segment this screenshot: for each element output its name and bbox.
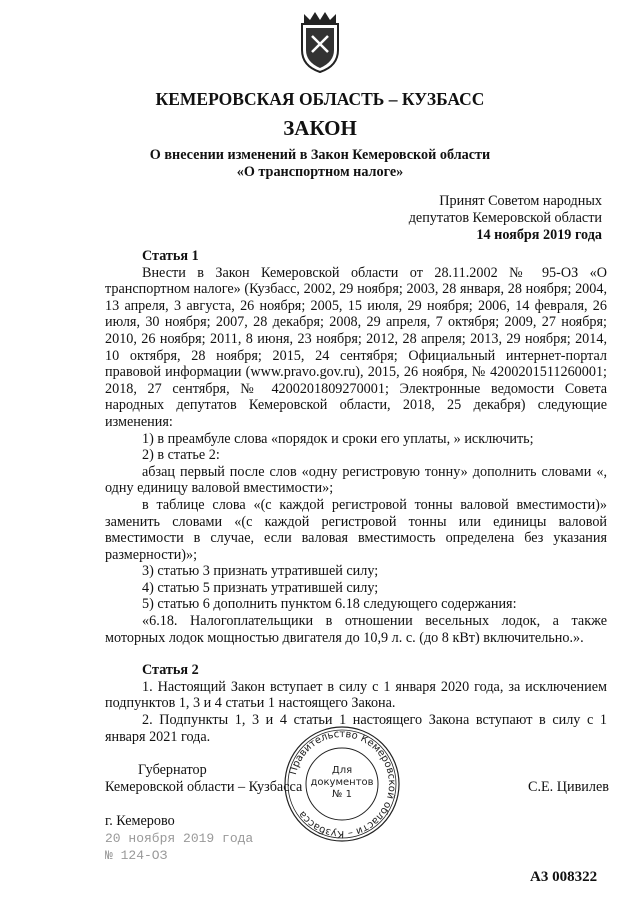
article1-item: 3) статью 3 признать утратившей силу; xyxy=(142,563,379,580)
law-number: № 124-ОЗ xyxy=(105,848,168,863)
adopted-date: 14 ноября 2019 года xyxy=(476,227,602,243)
signatory-name: С.Е. Цивилев xyxy=(528,779,609,795)
sign-date: 20 ноября 2019 года xyxy=(105,831,254,846)
article1-item: абзац первый после слов «одну регистровую тонну» дополнить словами «, одну единицу валовой вместимости»; xyxy=(105,463,607,497)
article1-item: 4) статью 5 признать утратившей силу; xyxy=(142,579,379,596)
official-seal xyxy=(283,725,401,843)
adopted-line1: Принят Советом народных xyxy=(439,193,602,209)
article2-item: 1. Настоящий Закон вступает в силу с 1 января 2020 года, за исключением подпунктов 1, 3 и 4 статьи 1 настоящего Закона. xyxy=(105,678,607,712)
seal-ring-text: Правительство Кемеровской области – Кузбасса xyxy=(287,728,398,840)
seal-line1: Для xyxy=(331,765,353,776)
place: г. Кемерово xyxy=(105,813,175,829)
law-title-line1: О внесении изменений в Закон Кемеровской области xyxy=(149,147,491,163)
seal-line3: № 1 xyxy=(332,789,352,800)
article1-item: «6.18. Налогоплательщики в отношении весельных лодок, а также моторных лодок мощностью двигателя до 10,9 л. с. (до 8 кВт) включительно.». xyxy=(105,613,607,646)
article1-intro: Внести в Закон Кемеровской области от 28.11.2002 № 95-ОЗ «О транспортном налоге» (Кузбасс, 2002, 29 ноября; 2003, 28 января, 28 ноября; 2004, 13 апреля, 3 августа, 26 ноября; 2005, 15 июля, 29 ноября; 2006, 14 февраля, 26 июля, 30 ноября; 2007, 28 декабря; 2008, 29 апреля, 7 октября; 2009, 27 ноября; 2010, 26 ноября; 2011, 8 июня, 23 ноября; 2012, 28 апреля; 2013, 29 ноября; 2014, 10 октября, 28 ноября; 2015, 24 сентября; Официальный интернет-портал правовой информации (www.pravo.gov.ru), 2015, 26 ноября, № 4200201511260001; 2018, 27 сентября, № 4200201809270001; Электронные ведомости Совета народных депутатов Кемеровской области, 2018, 25 декабря) следующие изменения: xyxy=(105,264,607,430)
article2-item: 2. Подпункты 1, 3 и 4 статьи 1 настоящего Закона вступают в силу с 1 января 2021 года. xyxy=(105,712,607,745)
article1-item: 5) статью 6 дополнить пунктом 6.18 следующего содержания: xyxy=(142,596,517,613)
article1-item: 1) в преамбуле слова «порядок и сроки его уплаты, » исключить; xyxy=(142,430,534,447)
coat-of-arms-emblem xyxy=(296,10,344,74)
seal-line2: документов xyxy=(310,777,374,788)
signature-position-line1: Губернатор xyxy=(138,762,207,778)
law-body xyxy=(105,248,607,745)
article1-item: 2) в статье 2: xyxy=(142,447,220,464)
signature-position-line2: Кемеровской области – Кузбасса xyxy=(105,779,303,795)
adoption-block xyxy=(380,193,602,244)
article2-heading: Статья 2 xyxy=(142,662,199,679)
document-type: ЗАКОН xyxy=(283,116,357,140)
adopted-line2: депутатов Кемеровской области xyxy=(408,210,602,226)
form-serial-number: А3 008322 xyxy=(530,869,598,885)
law-title-line2: «О транспортном налоге» xyxy=(236,164,404,180)
article1-item: в таблице слова «(с каждой регистровой тонны валовой вместимости)» заменить словами «(с каждой регистровой тонны или единицы валовой вместимости в случае, если валовая вместимость определена без указания размерности)»; xyxy=(105,496,607,563)
region-title: КЕМЕРОВСКАЯ ОБЛАСТЬ – КУЗБАСС xyxy=(155,89,485,109)
article1-heading: Статья 1 xyxy=(142,248,199,264)
